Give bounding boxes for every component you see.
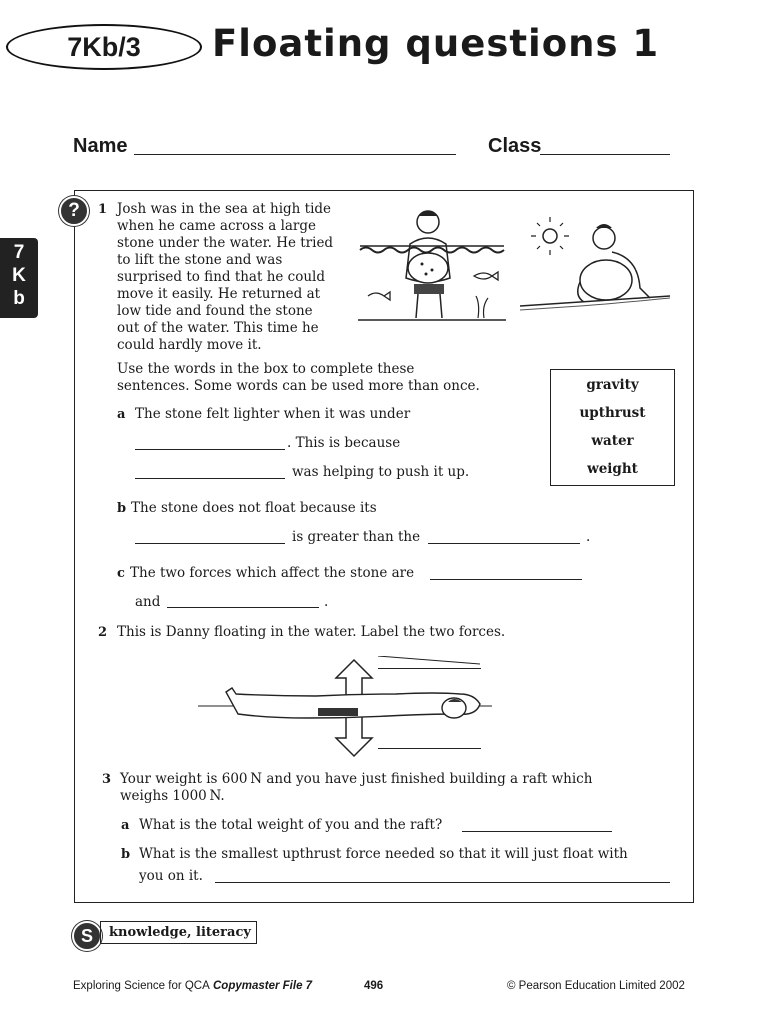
word-box [550,369,675,486]
name-field[interactable] [134,154,456,155]
part-label: c [117,566,125,581]
question-number: 1 [98,202,108,217]
force-label-blank-upthrust[interactable] [378,668,481,669]
word-box-item: weight [587,461,638,477]
josh-underwater-illustration [358,206,508,326]
skills-s-icon: S [72,921,102,951]
q1b-text: is greater than the [292,529,421,545]
q1a-text: The stone felt lighter when it was under [135,406,411,422]
text-line: Josh was in the sea at high tide [117,201,332,217]
class-label: Class [488,135,542,157]
part-label: b [117,501,127,516]
side-tab [0,238,38,318]
part-label: a [117,407,126,422]
q3b-text: What is the smallest upthrust force needed so that it will just float with [139,846,628,862]
text-line: to lift the stone and was [117,252,283,268]
weight-arrow [336,716,372,756]
footer-copyright: © Pearson Education Limited 2002 [507,980,685,992]
question-number: 2 [98,625,108,640]
q3a-text: What is the total weight of you and the raft? [139,817,443,833]
q1c-text: The two forces which affect the stone are [130,565,415,581]
q1-instructions [117,361,480,395]
q2-text: This is Danny floating in the water. Label the two forces. [117,624,506,640]
word-box-item: water [591,433,634,449]
word-box-item: gravity [586,377,639,393]
text-line: low tide and found the stone [117,303,313,319]
page-title: Floating questions 1 [212,22,660,65]
q1b-text: . [586,529,591,545]
footer-file: Copymaster File 7 [213,980,313,992]
q1b-text: The stone does not float because its [131,500,377,516]
text-line: sentences. Some words can be used more than once. [117,378,480,394]
question-number: 3 [102,772,112,787]
question-mark-icon: ? [59,196,89,226]
answer-blank[interactable] [215,882,670,883]
josh-low-tide-illustration [520,216,670,316]
text-line: surprised to find that he could [117,269,326,285]
text-line: when he came across a large [117,218,317,234]
text-line: out of the water. This time he [117,320,319,336]
page-number: 496 [364,980,384,992]
answer-blank[interactable] [462,831,612,832]
text-line: stone under the water. He tried [117,235,334,251]
text-line: weighs 1000 N. [120,788,225,804]
text-line: Use the words in the box to complete these [117,361,415,377]
force-label-blank-weight[interactable] [378,748,481,749]
text-line: could hardly move it. [117,337,262,353]
text-line: move it easily. He returned at [117,286,321,302]
side-tab-line: b [13,288,25,309]
answer-blank[interactable] [167,607,319,608]
q1c-text: . [324,594,329,610]
footer-publication: Exploring Science for QCA [73,980,210,992]
text-line: Your weight is 600 N and you have just finished building a raft which [120,771,593,787]
name-label: Name [73,135,128,157]
answer-blank[interactable] [428,543,580,544]
answer-blank[interactable] [430,579,582,580]
part-label: a [121,818,130,833]
answer-blank[interactable] [135,449,285,450]
answer-blank[interactable] [135,543,285,544]
q1a-text: was helping to push it up. [292,464,470,480]
q3b-text: you on it. [139,868,203,884]
unit-code-badge: 7Kb/3 [6,24,202,70]
class-field[interactable] [540,154,670,155]
danny-floating-diagram [196,656,496,760]
side-tab-line: 7 [13,242,25,263]
q3-text [120,771,592,805]
part-label: b [121,847,131,862]
word-box-item: upthrust [579,405,646,421]
q1-intro [117,201,357,354]
skills-label: knowledge, literacy [100,921,257,944]
side-tab-line: K [12,265,26,286]
q1c-text: and [135,594,161,610]
answer-blank[interactable] [135,478,285,479]
q1a-text: . This is because [287,435,401,451]
